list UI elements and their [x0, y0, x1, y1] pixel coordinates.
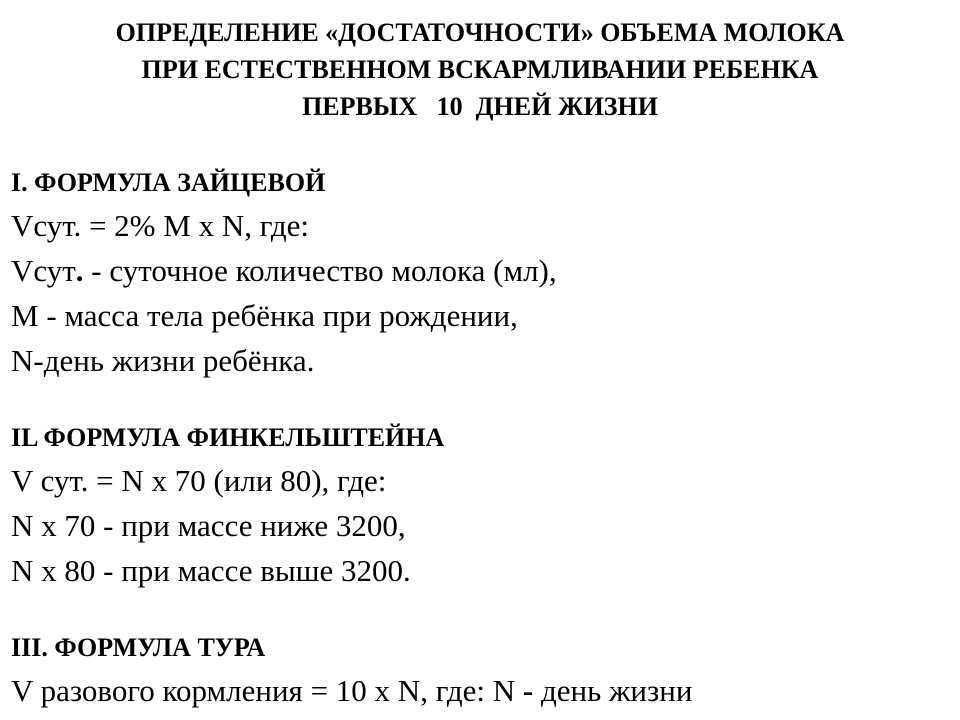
section-1-definition-2: М - масса тела ребёнка при рождении, — [11, 298, 518, 333]
section-2-formula: V сут. = N x 70 (или 80), где: — [11, 463, 387, 498]
formula-start: V разового кормления = 10 х N, где: N — [11, 673, 523, 708]
section-1-formula: Vсут. = 2% M x N, где: — [11, 208, 310, 243]
slide-content — [11, 163, 951, 713]
formula-dash: - — [522, 673, 534, 708]
section-3-heading: III. ФОРМУЛА ТУРА — [11, 633, 266, 662]
section-gap — [11, 593, 951, 628]
formula-end: день жизни — [533, 673, 693, 708]
section-1-definition-3: N-день жизни ребёнка. — [11, 343, 315, 378]
definition-text: - суточное количество молока (мл), — [83, 253, 557, 288]
section-2-heading: IL ФОРМУЛА ФИНКЕЛЬШТЕЙНА — [11, 423, 445, 452]
slide-title — [0, 14, 960, 125]
section-1-definition-1 — [11, 248, 951, 293]
section-gap — [11, 383, 951, 418]
definition-dot: . — [75, 253, 84, 288]
section-2-line-2: N x 80 - при массе выше 3200. — [11, 553, 411, 588]
title-line-3: ПЕРВЫХ 10 ДНЕЙ ЖИЗНИ — [302, 92, 658, 121]
definition-term: Vсут — [11, 253, 76, 288]
section-2-line-1: N x 70 - при массе ниже 3200, — [11, 508, 406, 543]
section-3-formula — [11, 668, 951, 713]
title-line-2: ПРИ ЕСТЕСТВЕННОМ ВСКАРМЛИВАНИИ РЕБЕНКА — [141, 55, 819, 84]
title-line-1: ОПРЕДЕЛЕНИЕ «ДОСТАТОЧНОСТИ» ОБЪЕМА МОЛОКА — [115, 18, 845, 47]
section-1-heading: I. ФОРМУЛА ЗАЙЦЕВОЙ — [11, 168, 326, 197]
